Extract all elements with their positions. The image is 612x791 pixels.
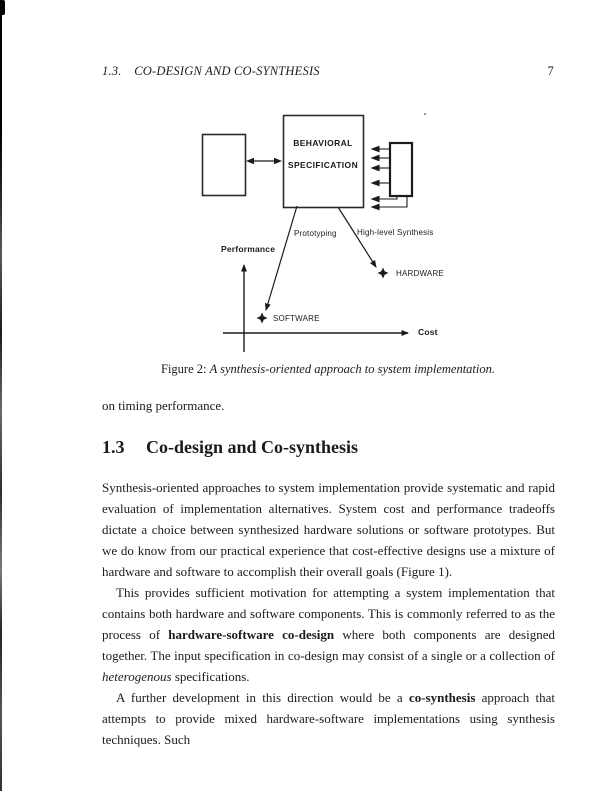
chip-box [390, 143, 412, 196]
heterogenous-term: heterogenous [102, 669, 172, 684]
cost-axis-label: Cost [418, 327, 438, 337]
section-heading-title: Co-design and Co-synthesis [146, 437, 359, 457]
paragraph-3: A further development in this direction would be a co-synthesis approach that attempts to provide mixed hardware-software implementations using synthesis techniques. Such [102, 690, 555, 747]
spec-box-label-line2: SPECIFICATION [287, 160, 359, 170]
figure-caption-text: A synthesis-oriented approach to system implementation. [209, 362, 495, 376]
arrowhead-left-icon [246, 158, 254, 165]
figure-caption-prefix: Figure 2: [161, 362, 207, 376]
high-level-synthesis-arrow [338, 207, 376, 267]
header-section-number: 1.3. [102, 64, 122, 78]
spec-box-label-line1: BEHAVIORAL [293, 138, 353, 148]
paragraph-1: Synthesis-oriented approaches to system implementation provide systematic and rapid evaluation of implementation alternatives. System cost and performance tradeoffs dictate a choice between synthesized hardware solutions or software prototypes. But we do know from our practical experience that cost-effective designs use a mixture of hardware and software to accomplish their overall goals (Figure 1). [102, 480, 555, 579]
left-module-box [203, 135, 246, 196]
software-label: SOFTWARE [273, 314, 320, 323]
body-text [102, 477, 555, 750]
figure-caption [102, 362, 554, 377]
scan-corner-blob [0, 0, 5, 15]
page-number: 7 [547, 64, 554, 78]
section-heading-number: 1.3 [102, 437, 125, 457]
paragraph-intro: on timing performance. [102, 398, 225, 413]
software-point-marker [257, 313, 268, 324]
hardware-label: HARDWARE [396, 269, 444, 278]
prototyping-arrow [266, 206, 297, 310]
hardware-point-marker [378, 268, 389, 279]
header-section-title: CO-DESIGN AND CO-SYNTHESIS [134, 64, 320, 78]
paragraph-2: This provides sufficient motivation for attempting a system implementation that contains both hardware and software components. This is commonly referred to as the process of hardware-software co-design where both components are designed together. The input specification in co-design may consist of a single or a collection of heterogenous specifications. [102, 585, 555, 684]
header-section [102, 64, 320, 79]
section-heading [102, 437, 554, 458]
co-synthesis-term: co-synthesis [408, 690, 476, 705]
performance-axis-label: Performance [221, 244, 276, 254]
high-level-synthesis-label: High-level Synthesis [357, 228, 434, 237]
running-header [102, 64, 554, 79]
figure-diagram [0, 105, 612, 360]
prototyping-label: Prototyping [294, 229, 337, 238]
co-design-term: hardware-software co-design [168, 627, 335, 642]
arrowhead-right-icon [274, 158, 282, 165]
